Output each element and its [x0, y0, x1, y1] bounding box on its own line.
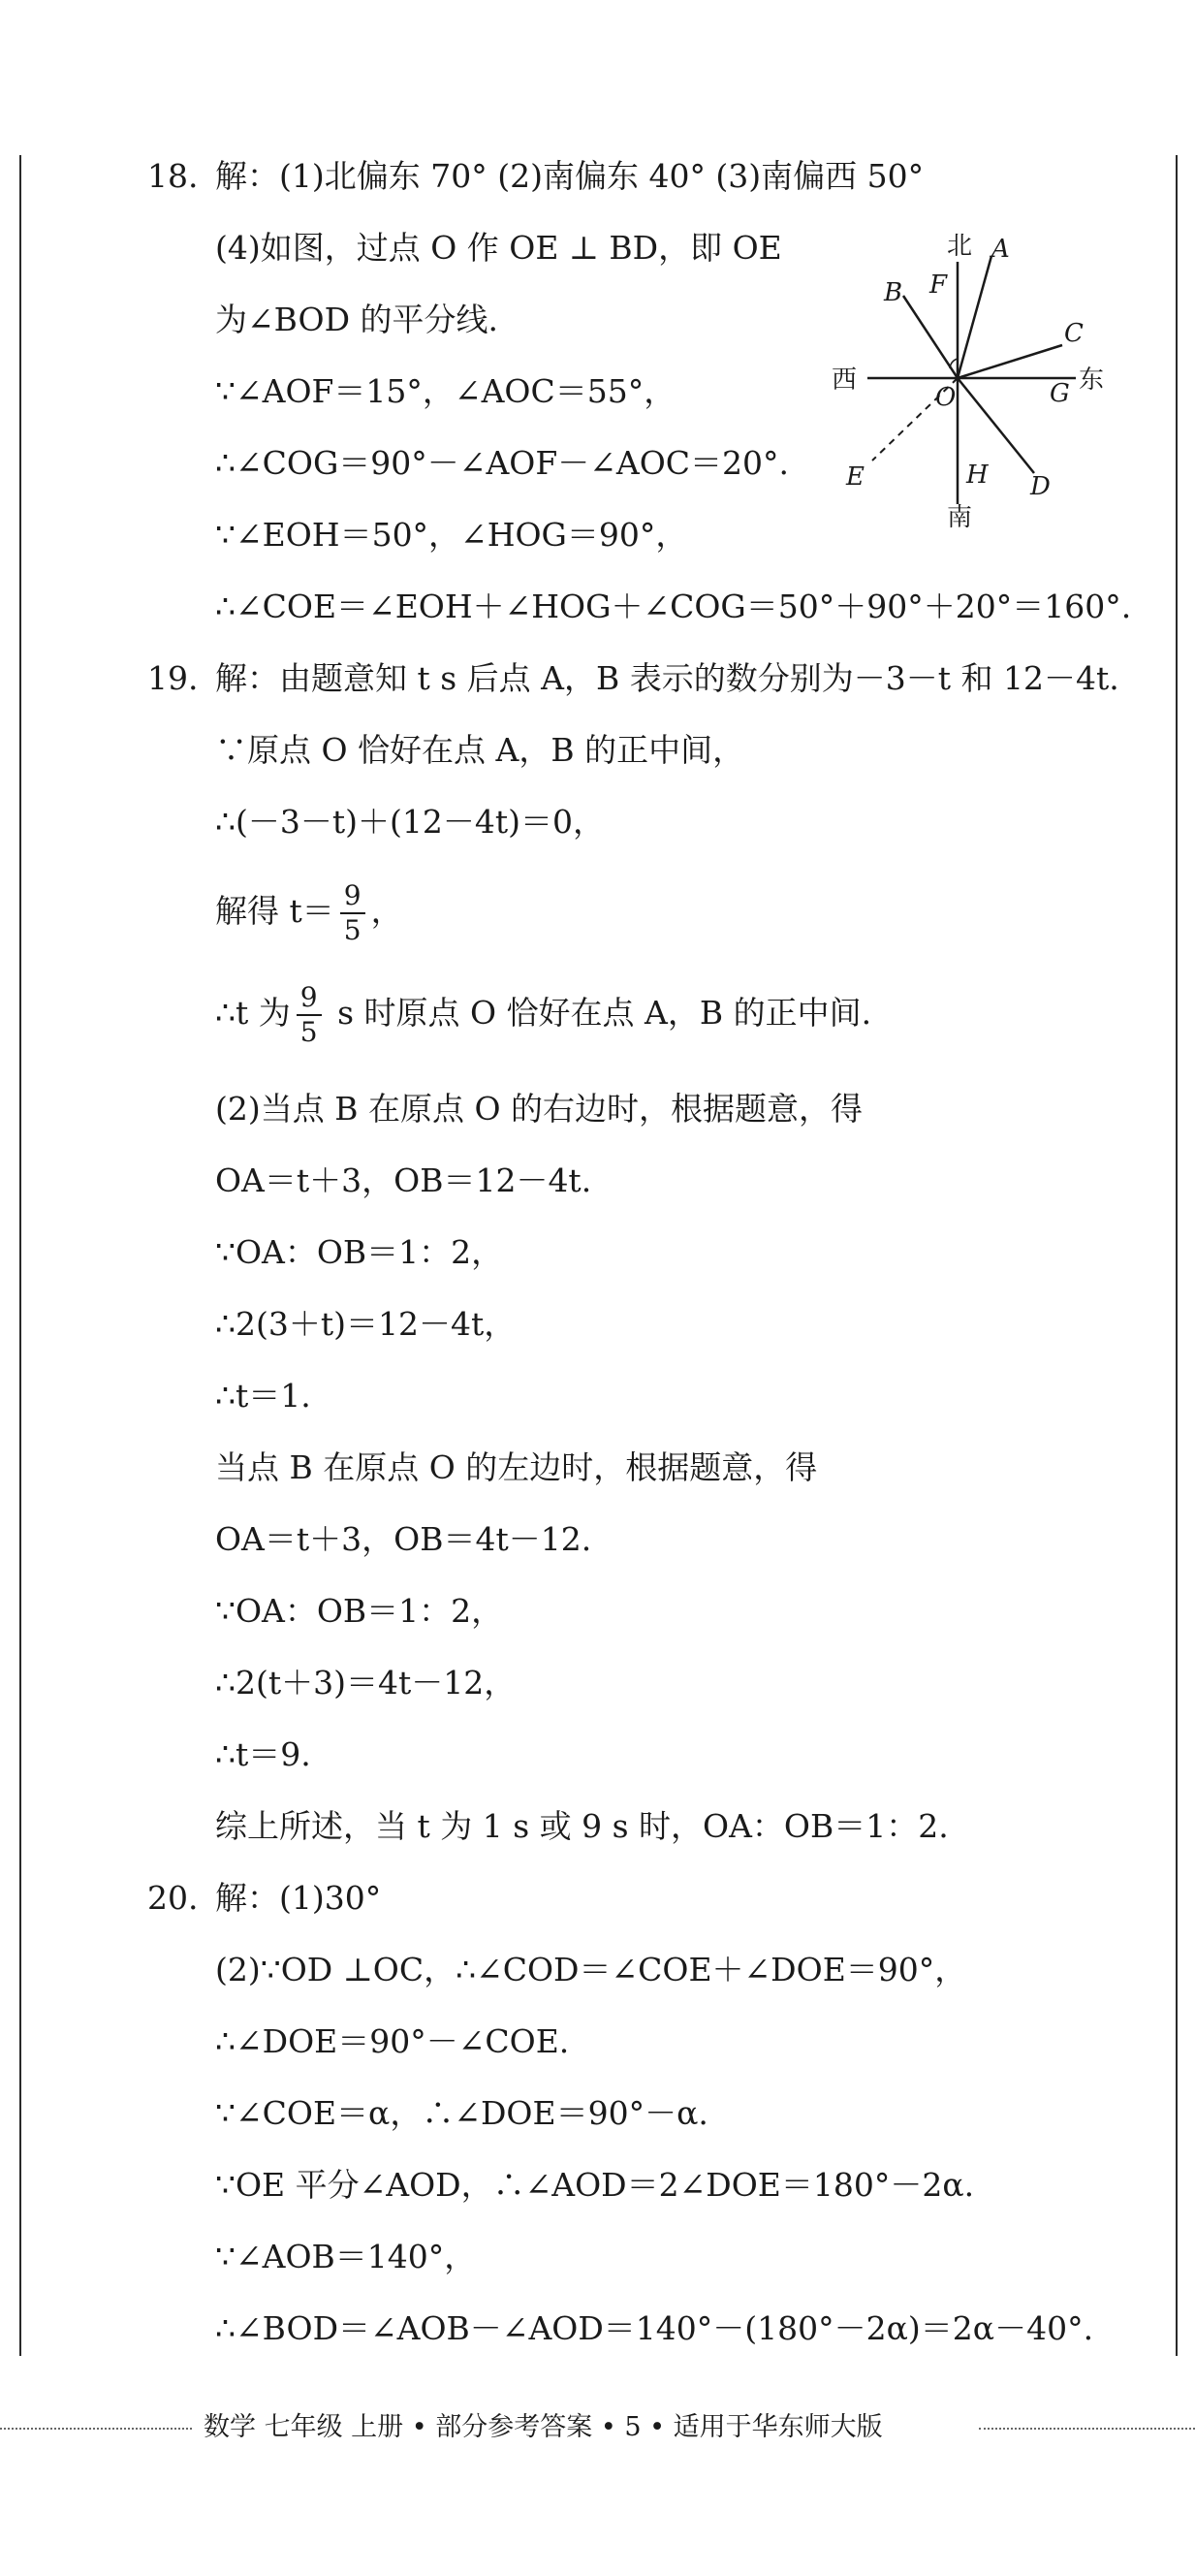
label-east: 东	[1079, 366, 1105, 395]
label-south: 南	[947, 503, 973, 532]
label-F: F	[929, 270, 948, 300]
label-C: C	[1064, 319, 1084, 348]
question-18-number: 18.	[147, 157, 199, 195]
label-O: O	[935, 383, 957, 412]
q18-line-6: ∵∠EOH＝50°，∠HOG＝90°，	[215, 516, 688, 554]
label-A: A	[991, 235, 1010, 264]
fraction-9-5	[297, 981, 322, 1049]
page-footer	[0, 2408, 1195, 2447]
label-B: B	[884, 278, 903, 307]
q19-line-5	[215, 979, 871, 1049]
q19-line-4-suffix: ，	[370, 892, 403, 930]
q20-line-7: ∴∠BOD＝∠AOB－∠AOD＝140°－(180°－2α)＝2α－40°.	[215, 2309, 1094, 2347]
q19-line-14: ∴2(t＋3)＝4t－12，	[215, 1664, 517, 1701]
q20-line-4: ∵∠COE＝α，∴∠DOE＝90°－α.	[215, 2094, 708, 2132]
q18-line-3: 为∠BOD 的平分线.	[215, 301, 499, 338]
q20-line-6: ∵∠AOB＝140°，	[215, 2238, 477, 2275]
q20-line-1: 解：(1)30°	[215, 1879, 382, 1917]
footer-dotted-rule-left	[0, 2428, 192, 2430]
q19-line-5-suffix: s 时原点 O 恰好在点 A，B 的正中间.	[327, 994, 872, 1032]
label-north: 北	[947, 232, 973, 261]
label-D: D	[1030, 472, 1051, 501]
compass-diagram	[829, 223, 1119, 533]
ray-OB	[903, 296, 958, 378]
q19-line-9: ∴2(3＋t)＝12－4t，	[215, 1305, 517, 1343]
q20-line-5: ∵OE 平分∠AOD，∴∠AOD＝2∠DOE＝180°－2α.	[215, 2166, 975, 2204]
question-19-number: 19.	[147, 659, 199, 697]
ray-OA	[958, 256, 991, 378]
label-H: H	[966, 461, 989, 490]
ray-OD	[958, 378, 1034, 473]
q20-line-2: (2)∵OD ⊥OC，∴∠COD＝∠COE＋∠DOE＝90°，	[215, 1951, 967, 1988]
q19-line-8: ∵OA：OB＝1：2，	[215, 1233, 504, 1271]
footer-text: 数学 七年级 上册 • 部分参考答案 • 5 • 适用于华东师大版	[204, 2412, 883, 2442]
q19-line-4	[215, 877, 403, 947]
q18-line-4: ∵∠AOF＝15°，∠AOC＝55°，	[215, 372, 676, 410]
q19-line-11: 当点 B 在原点 O 的左边时，根据题意，得	[215, 1448, 818, 1486]
right-margin-rule	[1176, 155, 1178, 2356]
label-G: G	[1050, 379, 1070, 408]
footer-dotted-rule-right	[979, 2428, 1195, 2430]
q20-line-3: ∴∠DOE＝90°－∠COE.	[215, 2022, 570, 2060]
q18-line-5: ∴∠COG＝90°－∠AOF－∠AOC＝20°.	[215, 444, 790, 482]
q18-line-2: (4)如图，过点 O 作 OE ⊥ BD，即 OE	[215, 229, 782, 267]
q19-line-15: ∴t＝9.	[215, 1735, 311, 1773]
label-west: 西	[832, 366, 858, 395]
denominator: 5	[299, 1016, 318, 1048]
numerator: 9	[297, 981, 322, 1016]
q19-line-10: ∴t＝1.	[215, 1377, 311, 1415]
q19-line-13: ∵OA：OB＝1：2，	[215, 1592, 504, 1630]
q19-line-16: 综上所述，当 t 为 1 s 或 9 s 时，OA：OB＝1：2.	[215, 1807, 949, 1845]
denominator: 5	[343, 914, 362, 946]
q19-line-7: OA＝t＋3，OB＝12－4t.	[215, 1161, 592, 1199]
label-E: E	[846, 462, 865, 492]
q19-line-4-prefix: 解得 t＝	[215, 892, 334, 930]
q18-line-7: ∴∠COE＝∠EOH＋∠HOG＋∠COG＝50°＋90°＋20°＝160°.	[215, 588, 1132, 625]
question-20-number: 20.	[147, 1879, 199, 1917]
q19-line-3: ∴(－3－t)＋(12－4t)＝0，	[215, 803, 605, 841]
q19-line-12: OA＝t＋3，OB＝4t－12.	[215, 1520, 592, 1558]
numerator: 9	[340, 879, 365, 914]
q19-line-6: (2)当点 B 在原点 O 的右边时，根据题意，得	[215, 1090, 864, 1128]
fraction-9-5	[340, 879, 365, 947]
ray-OC	[958, 345, 1062, 378]
q19-line-1: 解：由题意知 t s 后点 A，B 表示的数分别为－3－t 和 12－4t.	[215, 659, 1119, 697]
left-margin-rule	[19, 155, 21, 2356]
q19-line-5-prefix: ∴t 为	[215, 994, 291, 1032]
q19-line-2: ∵原点 O 恰好在点 A，B 的正中间，	[215, 731, 745, 769]
q18-line-1: 解：(1)北偏东 70° (2)南偏东 40° (3)南偏西 50°	[215, 157, 925, 195]
